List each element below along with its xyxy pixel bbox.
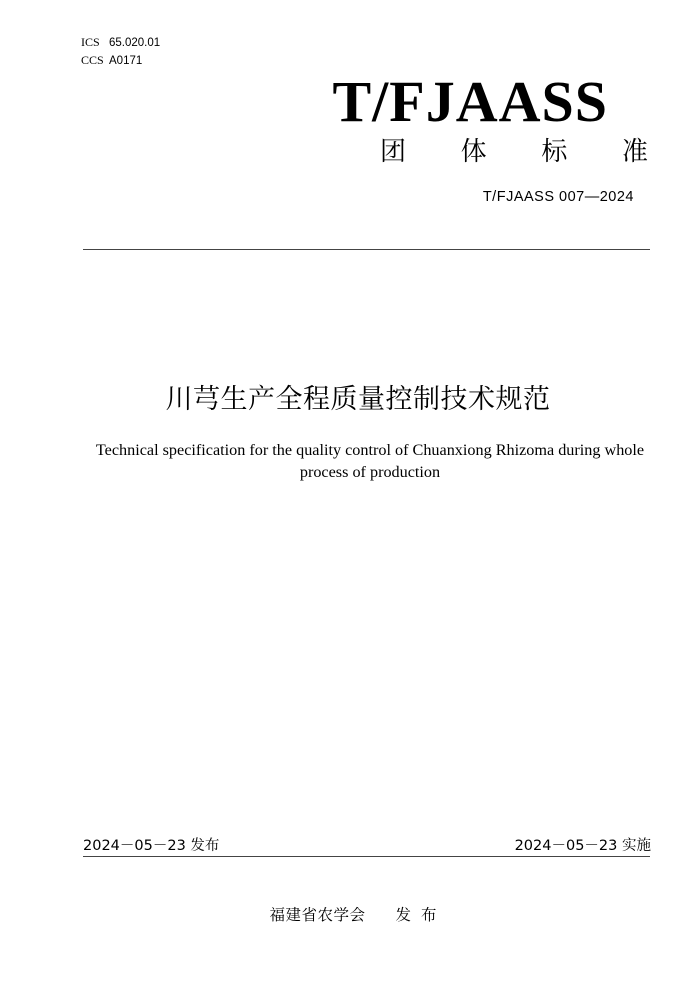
standard-number: T/FJAASS 007—2024 — [482, 189, 634, 205]
title-chinese: 川芎生产全程质量控制技术规范 — [165, 384, 551, 415]
issuer-action: 发布 — [395, 906, 447, 924]
ccs-line — [81, 52, 160, 70]
ics-value: 65.020.01 — [109, 37, 161, 49]
title-english-line: process of production — [299, 463, 441, 481]
release-date: 2024－05－23 发布 — [83, 838, 220, 854]
standard-type-char: 体 — [460, 137, 487, 167]
standard-type-char: 团 — [380, 137, 407, 167]
ics-label: ICS — [81, 35, 100, 49]
standard-type-char: 准 — [621, 137, 648, 167]
bottom-divider — [83, 856, 650, 857]
title-english — [80, 439, 660, 483]
top-divider — [83, 249, 650, 250]
ccs-value: A0171 — [109, 55, 143, 67]
ics-line — [81, 34, 160, 52]
issuer-organization: 福建省农学会 — [269, 906, 366, 924]
ccs-label: CCS — [81, 53, 104, 67]
standard-type — [380, 134, 648, 170]
classification-block — [81, 34, 160, 70]
standard-logo: T/FJAASS — [332, 69, 608, 134]
standard-type-char: 标 — [541, 137, 568, 167]
title-english-line: Technical specification for the quality control of Chuanxiong Rhizoma during whole — [95, 441, 645, 459]
implementation-date: 2024－05－23 实施 — [514, 838, 651, 854]
issuer-line — [0, 903, 700, 925]
